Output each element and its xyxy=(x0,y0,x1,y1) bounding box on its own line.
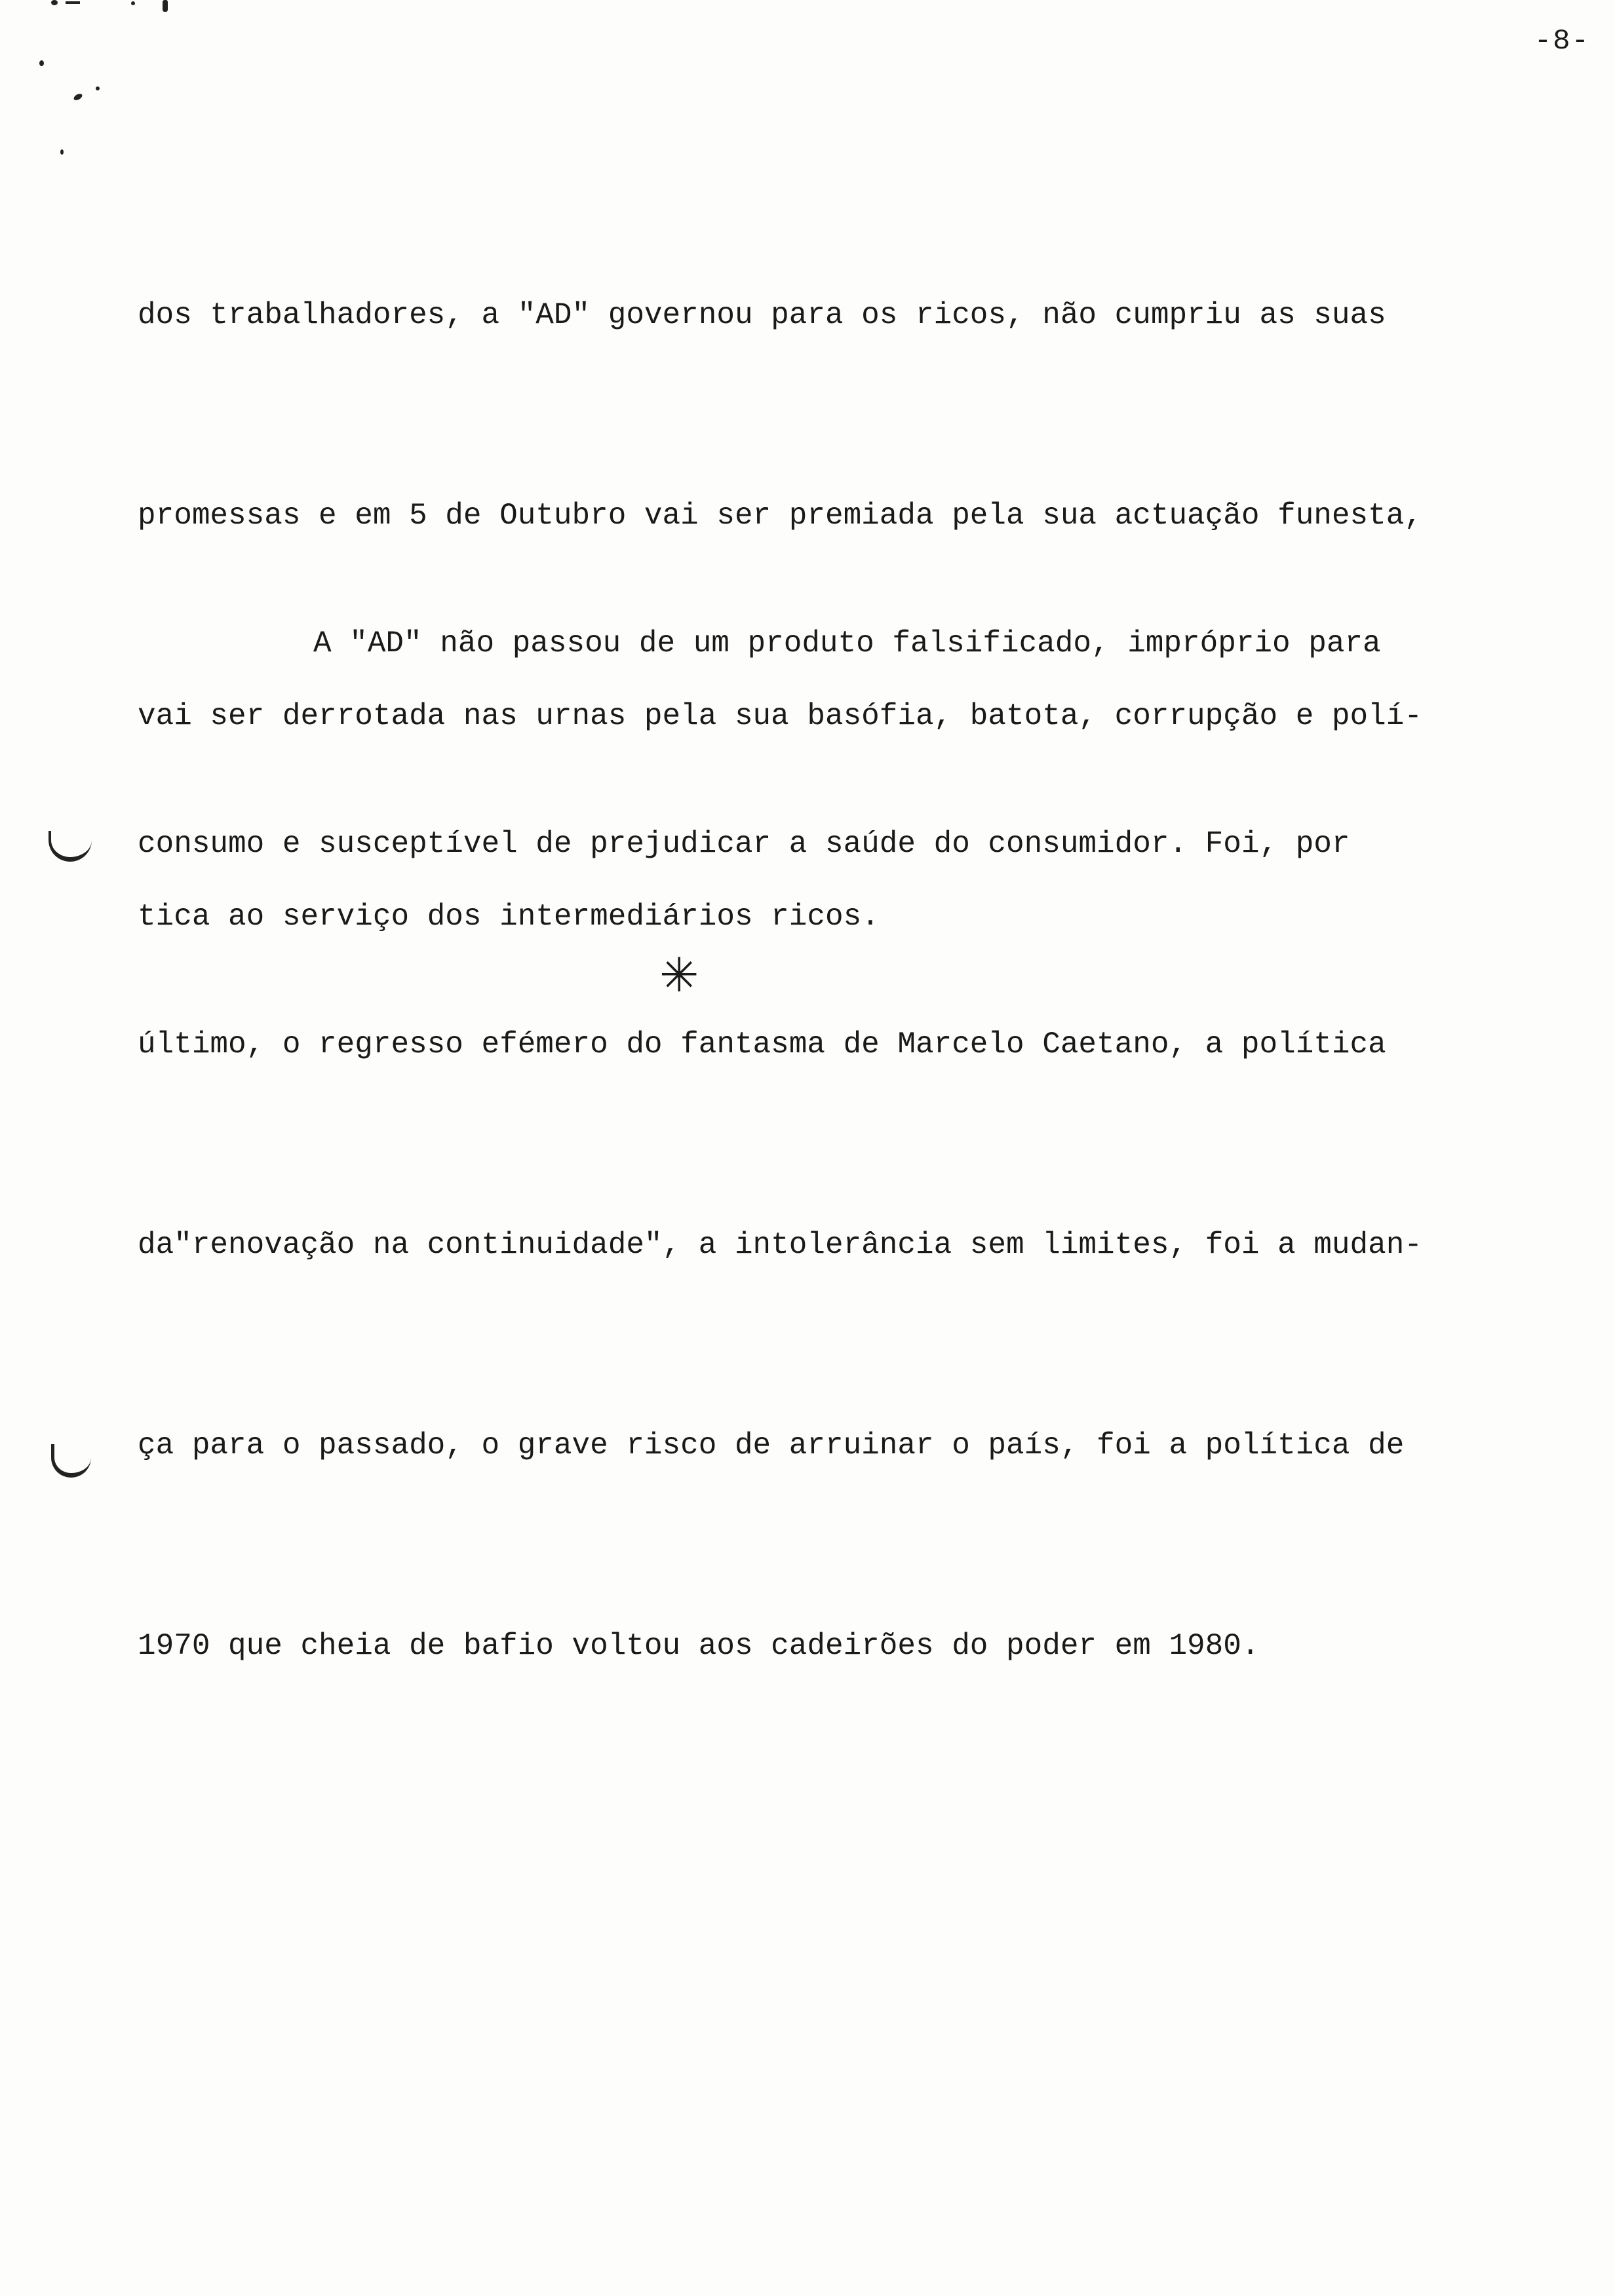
binder-hole-mark xyxy=(51,1444,91,1478)
text-line: último, o regresso efémero do fantasma de Marcelo Caetano, a política xyxy=(138,1027,1386,1062)
scan-mark xyxy=(131,1,135,5)
text-line: consumo e susceptível de prejudicar a saúde do consumidor. Foi, por xyxy=(138,827,1350,861)
text-line: ça para o passado, o grave risco de arruinar o país, foi a política de xyxy=(138,1428,1405,1463)
page-number: -8- xyxy=(1534,25,1590,58)
text-line: promessas e em 5 de Outubro vai ser premiada pela sua actuação funesta, xyxy=(138,499,1422,533)
text-line: A "AD" não passou de um produto falsificado, impróprio para xyxy=(313,626,1381,660)
text-line: vai ser derrotada nas urnas pela sua basófia, batota, corrupção e polí- xyxy=(138,699,1422,733)
scan-mark xyxy=(60,149,64,155)
scan-mark xyxy=(96,86,100,90)
text-line: 1970 que cheia de bafio voltou aos cadeirões do poder em 1980. xyxy=(138,1629,1260,1663)
text-line: da"renovação na continuidade", a intolerância sem limites, foi a mudan- xyxy=(138,1228,1422,1262)
asterisk-separator-icon: ✳ xyxy=(659,947,699,1003)
scan-mark xyxy=(66,1,80,4)
text-line: tica ao serviço dos intermediários ricos. xyxy=(138,900,880,934)
scan-mark xyxy=(163,0,168,12)
paragraph-2 xyxy=(138,476,1547,1813)
binder-hole-mark xyxy=(49,831,92,862)
scan-mark xyxy=(73,92,83,102)
scan-mark xyxy=(39,60,44,66)
text-line: dos trabalhadores, a "AD" governou para os ricos, não cumpriu as suas xyxy=(138,298,1386,332)
scan-mark xyxy=(51,0,58,5)
